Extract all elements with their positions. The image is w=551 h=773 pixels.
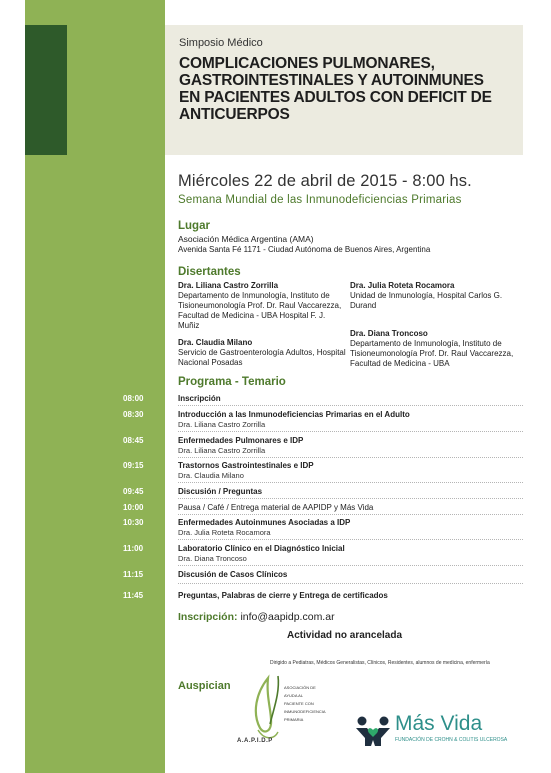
divider: [178, 539, 523, 540]
divider: [178, 405, 523, 406]
program-time: 10:30: [123, 518, 144, 527]
program-speaker: Dra. Diana Troncoso: [178, 554, 247, 563]
venue-name: Asociación Médica Argentina (AMA): [178, 234, 314, 244]
inscripcion-email[interactable]: info@aapidp.com.ar: [240, 611, 335, 623]
program-time: 09:45: [123, 487, 144, 496]
lugar-section: [178, 220, 518, 254]
program-time: 09:15: [123, 461, 144, 470]
speaker-affiliation: Servicio de Gastroenterología Adultos, Hospital Nacional Posadas: [178, 348, 346, 367]
event-info: [178, 172, 523, 206]
masvida-subtitle: FUNDACIÓN DE CROHN & COLITIS ULCEROSA: [395, 737, 508, 743]
audience-note: Dirigido a Pediatras, Médicos Generalistas, Clínicos, Residentes, alumnos de medicina, enfermería: [270, 660, 490, 666]
program-time: 11:45: [123, 591, 144, 600]
divider: [178, 514, 523, 515]
event-date: Miércoles 22 de abril de 2015 - 8:00 hs.: [178, 172, 472, 190]
speaker-card: [178, 281, 348, 331]
program-speaker: Dra. Julia Roteta Rocamora: [178, 528, 271, 537]
dark-green-accent: [25, 25, 67, 155]
page-title: COMPLICACIONES PULMONARES, GASTROINTESTINALES Y AUTOINMUNES EN PACIENTES ADULTOS CON DEFICIT DE ANTICUERPOS: [179, 55, 492, 123]
speaker-card: [350, 281, 520, 311]
program-title: Enfermedades Pulmonares e IDP: [178, 436, 304, 445]
program-speaker: Dra. Liliana Castro Zorrilla: [178, 446, 266, 455]
program-title: Introducción a las Inmunodeficiencias Primarias en el Adulto: [178, 410, 410, 419]
divider: [178, 457, 523, 458]
program-entry: [178, 591, 528, 600]
program-time: 11:00: [123, 544, 144, 553]
program-entry: [178, 544, 528, 563]
header-box: [165, 25, 523, 155]
event-subtitle: Semana Mundial de las Inmunodeficiencias Primarias: [178, 194, 462, 206]
aapidp-line: ASOCIACIÓN DE: [284, 685, 316, 690]
program-title: Preguntas, Palabras de cierre y Entrega de certificados: [178, 591, 388, 600]
program-title: Trastornos Gastrointestinales e IDP: [178, 461, 314, 470]
divider: [178, 431, 523, 432]
lugar-heading: Lugar: [178, 220, 210, 232]
speaker-name: Dra. Liliana Castro Zorrilla: [178, 281, 279, 290]
actividad-note: Actividad no arancelada: [287, 630, 403, 641]
program-time: 10:00: [123, 503, 144, 512]
program-entry: [178, 503, 528, 512]
inscripcion-label: Inscripción:: [178, 611, 238, 623]
speaker-affiliation: Departamento de Inmunología, Instituto de Tisioneumonología Prof. Dr. Raul Vaccarezza, Facultad de Medicina - UBA: [350, 339, 514, 368]
masvida-logo: [355, 712, 525, 752]
speaker-affiliation: Unidad de Inmunología, Hospital Carlos G. Durand: [350, 291, 503, 310]
disertantes-section: [178, 266, 523, 368]
program-title: Inscripción: [178, 394, 221, 403]
masvida-people-icon: [355, 714, 391, 748]
eyebrow-label: Simposio Médico: [179, 37, 263, 49]
divider: [178, 565, 523, 566]
divider: [178, 583, 523, 584]
program-speaker: Dra. Claudia Milano: [178, 471, 244, 480]
masvida-name: Más Vida: [395, 712, 483, 735]
aapidp-description: [284, 684, 326, 724]
divider: [178, 482, 523, 483]
aapidp-line: AYUDA AL: [284, 693, 304, 698]
program-title: Pausa / Café / Entrega material de AAPIDP y Más Vida: [178, 503, 374, 512]
program-entry: [178, 487, 528, 496]
speaker-name: Dra. Julia Roteta Rocamora: [350, 281, 455, 290]
speaker-card: [178, 338, 348, 368]
program-time: 08:00: [123, 394, 144, 403]
aapidp-name: A.A.P.I.D.P: [237, 738, 273, 744]
aapidp-line: PRIMARIA: [284, 717, 304, 722]
aapidp-line: INMUNODEFICIENCIA: [284, 709, 326, 714]
program-title: Laboratorio Clínico en el Diagnóstico Inicial: [178, 544, 345, 553]
disertantes-heading: Disertantes: [178, 266, 241, 278]
program-time: 11:15: [123, 570, 144, 579]
speaker-name: Dra. Diana Troncoso: [350, 329, 428, 338]
program-speaker: Dra. Liliana Castro Zorrilla: [178, 420, 266, 429]
program-entry: [178, 518, 528, 537]
program-title: Enfermedades Autoinmunes Asociadas a IDP: [178, 518, 351, 527]
divider: [178, 498, 523, 499]
program-time: 08:45: [123, 436, 144, 445]
speaker-affiliation: Departamento de Inmunología, Instituto de Tisioneumonología Prof. Dr. Raul Vaccarezza, Facultad de Medicina - UBA Hospital F. J. Muñiz: [178, 291, 342, 330]
speaker-name: Dra. Claudia Milano: [178, 338, 253, 347]
program-entry: [178, 410, 528, 429]
programa-heading: Programa - Temario: [178, 376, 286, 388]
program-time: 08:30: [123, 410, 144, 419]
inscripcion-line: [178, 611, 335, 623]
program-entry: [178, 394, 528, 403]
auspician-label: Auspician: [178, 680, 231, 692]
program-title: Discusión / Preguntas: [178, 487, 263, 496]
venue-address: Avenida Santa Fé 1171 - Ciudad Autónoma de Buenos Aires, Argentina: [178, 245, 431, 254]
program-entry: [178, 436, 528, 455]
program-entry: [178, 461, 528, 480]
aapidp-line: PACIENTE CON: [284, 701, 314, 706]
speaker-card: [350, 329, 520, 369]
program-entry: [178, 570, 528, 579]
program-title: Discusión de Casos Clínicos: [178, 570, 288, 579]
